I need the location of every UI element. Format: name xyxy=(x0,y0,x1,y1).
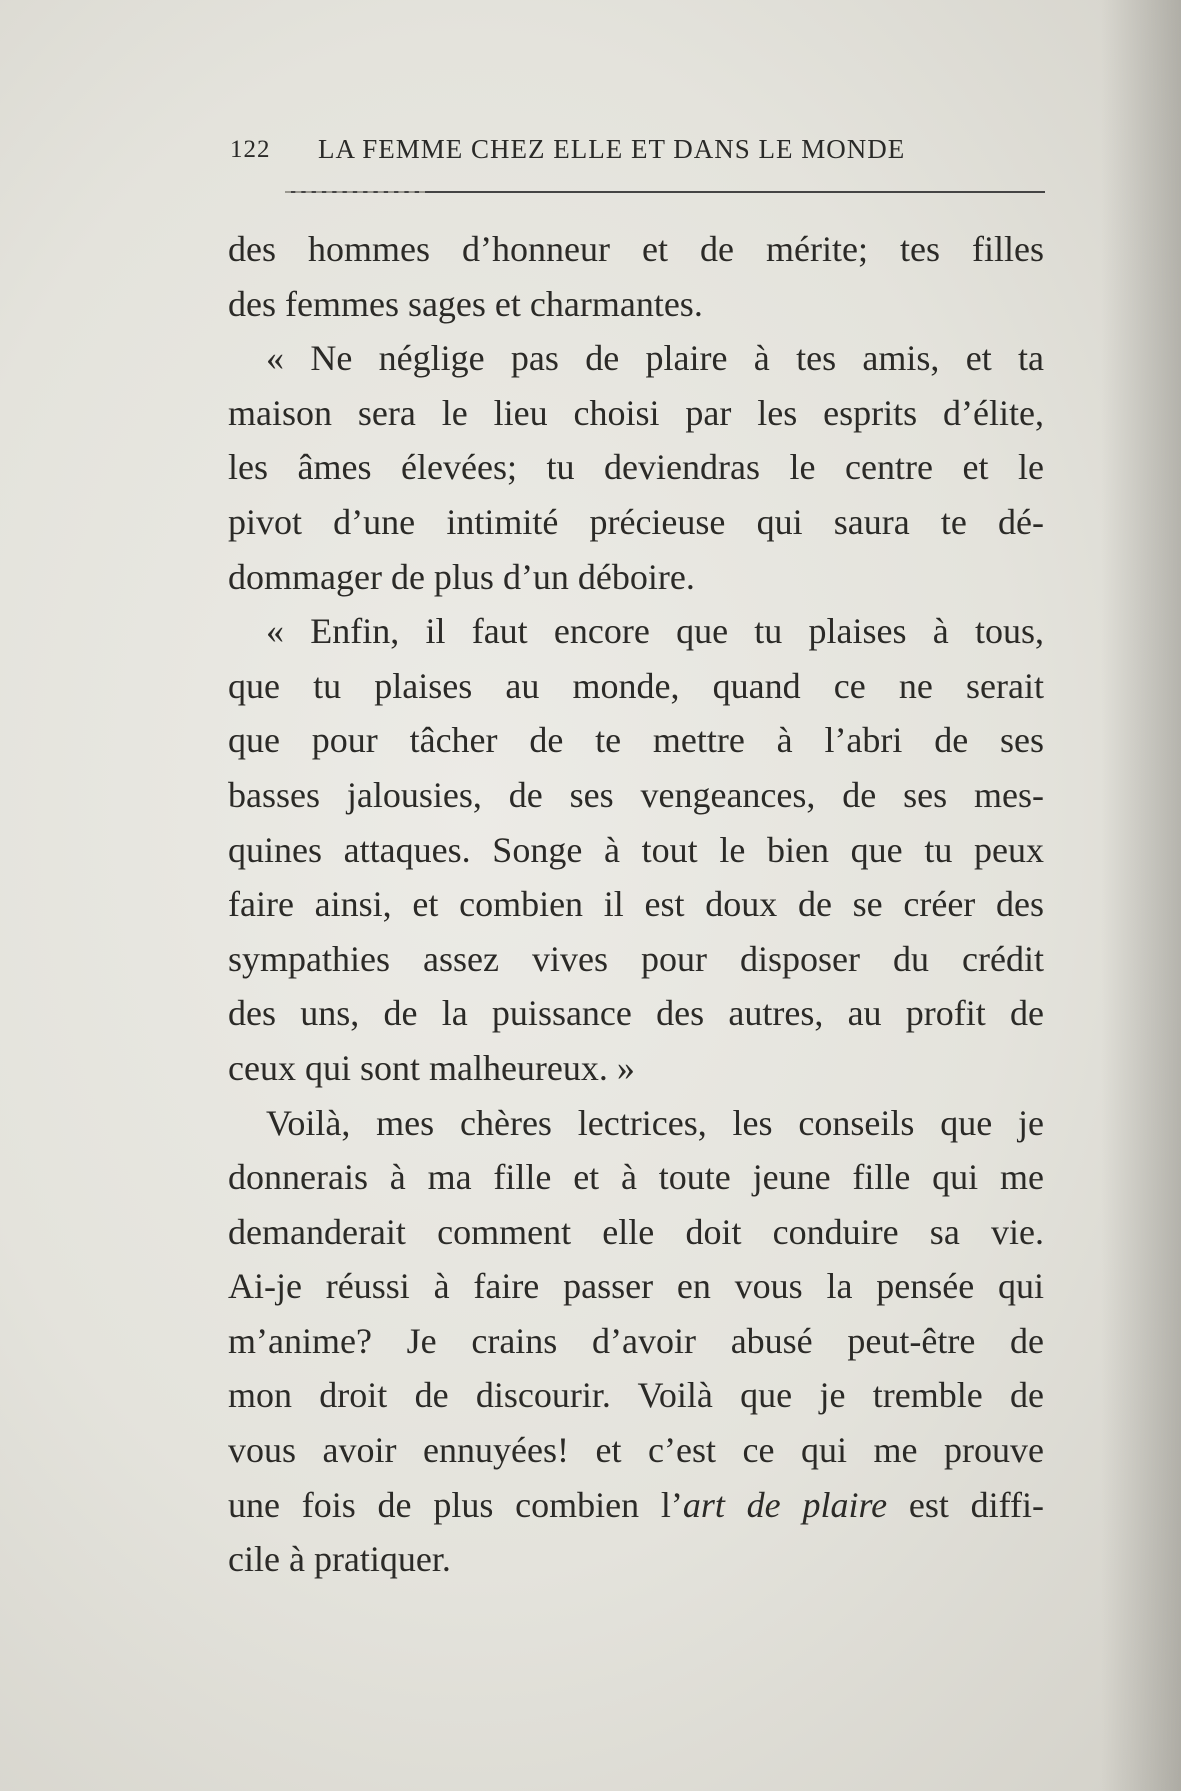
text-line: des hommes d’honneur et de mérite; tes filles xyxy=(228,229,1044,269)
text-line: les âmes élevées; tu deviendras le centre et le xyxy=(228,447,1044,488)
page-number: 122 xyxy=(230,136,271,163)
text-line: pivot d’une intimité précieuse qui saura te dé- xyxy=(228,501,1044,542)
text-line: cile à pratiquer. xyxy=(228,1539,451,1580)
text-line: que pour tâcher de te mettre à l’abri de ses xyxy=(228,720,1044,761)
text-line: m’anime? Je crains d’avoir abusé peut-être de xyxy=(228,1320,1044,1361)
text-line: « Ne néglige pas de plaire à tes amis, et ta xyxy=(266,338,1044,379)
text-line: ceux qui sont malheureux. » xyxy=(228,1047,635,1088)
header-rule-dashed xyxy=(285,191,425,193)
text-line: demanderait comment elle doit conduire sa vie. xyxy=(228,1211,1044,1252)
body-text xyxy=(228,222,1044,1587)
running-title: LA FEMME CHEZ ELLE ET DANS LE MONDE xyxy=(318,134,906,164)
text-line: dommager de plus d’un déboire. xyxy=(228,556,695,597)
text-line: vous avoir ennuyées! et c’est ce qui me prouve xyxy=(228,1430,1044,1471)
page-shadow xyxy=(1101,0,1181,1791)
text-line: quines attaques. Songe à tout le bien que tu peux xyxy=(228,829,1044,870)
text-segment: une fois de plus combien l’ xyxy=(228,1484,683,1525)
text-line: que tu plaises au monde, quand ce ne serait xyxy=(228,665,1044,706)
text-line: des femmes sages et charmantes. xyxy=(228,283,703,324)
text-line: maison sera le lieu choisi par les esprits d’élite, xyxy=(228,392,1044,433)
italic-phrase: art de plaire xyxy=(682,1484,888,1525)
text-line: sympathies assez vives pour disposer du crédit xyxy=(228,938,1044,979)
text-line: donnerais à ma fille et à toute jeune fille qui me xyxy=(228,1157,1044,1198)
text-line: « Enfin, il faut encore que tu plaises à tous, xyxy=(266,611,1044,652)
text-line-with-italic xyxy=(228,1478,1044,1533)
text-line: Voilà, mes chères lectrices, les conseils que je xyxy=(266,1102,1044,1143)
text-line: basses jalousies, de ses vengeances, de ses mes- xyxy=(228,774,1044,815)
running-header xyxy=(230,136,1046,176)
text-line: mon droit de discourir. Voilà que je tremble de xyxy=(228,1375,1044,1416)
text-line: des uns, de la puissance des autres, au profit de xyxy=(228,993,1044,1034)
text-line: Ai-je réussi à faire passer en vous la pensée qui xyxy=(228,1266,1044,1307)
text-segment: est diffi- xyxy=(887,1484,1044,1525)
text-line: faire ainsi, et combien il est doux de se créer des xyxy=(228,884,1044,925)
